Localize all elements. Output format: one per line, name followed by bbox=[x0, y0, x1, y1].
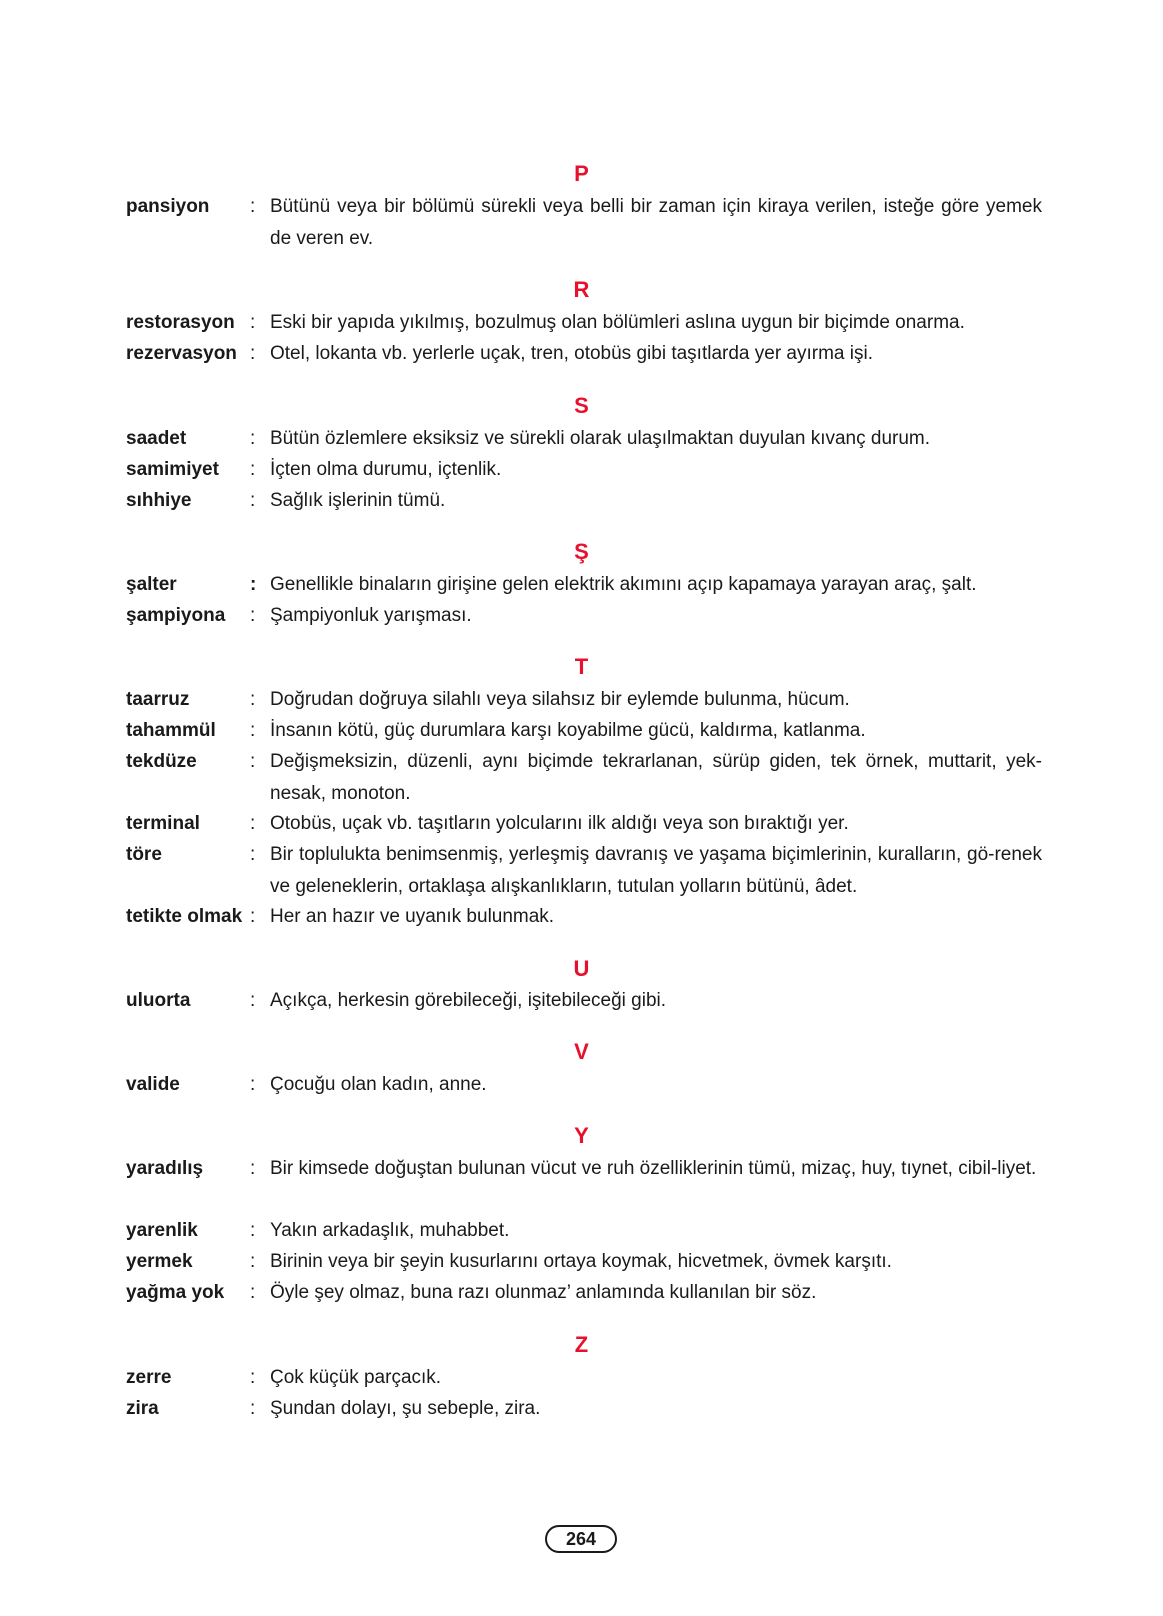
entry-term: sıhhiye bbox=[126, 490, 192, 511]
entry-definition: Şundan dolayı, şu sebeple, zira. bbox=[270, 1398, 541, 1419]
entry-definition: Açıkça, herkesin görebileceği, işitebileceği gibi. bbox=[270, 990, 667, 1011]
entry-definition: Bütün özlemlere eksiksiz ve sürekli olarak ulaşılmaktan duyulan kıvanç durum. bbox=[270, 428, 931, 449]
entry-term: pansiyon bbox=[126, 196, 210, 217]
entry-term: şalter bbox=[126, 574, 177, 595]
entry-term: töre bbox=[126, 844, 162, 865]
entry-definition: Otel, lokanta vb. yerlerle uçak, tren, otobüs gibi taşıtlarda yer ayırma işi. bbox=[270, 343, 873, 364]
entry-term: restorasyon bbox=[126, 312, 235, 333]
entry-term: yağma yok bbox=[126, 1282, 225, 1303]
entry-definition: Doğrudan doğruya silahlı veya silahsız bir eylemde bulunma, hücum. bbox=[270, 689, 850, 710]
entry-separator: : bbox=[250, 844, 256, 865]
entry-definition: Bütünü veya bir bölümü sürekli veya belli bir zaman için kiraya verilen, isteğe göre yemek de veren ev. bbox=[270, 196, 1042, 249]
entry-definition: Bir toplulukta benimsenmiş, yerleşmiş davranış ve yaşama biçimlerinin, kuralların, gö-renek ve geleneklerin, ortaklaşa alışkanlıkların, tutulan yolların bütünü, âdet. bbox=[270, 844, 1042, 897]
entry-term: zira bbox=[126, 1398, 159, 1419]
section-letter-t: T bbox=[574, 654, 589, 679]
entry-term: terminal bbox=[126, 813, 200, 834]
entry-definition: Çocuğu olan kadın, anne. bbox=[270, 1074, 487, 1095]
entry-term: yaradılış bbox=[126, 1158, 204, 1179]
section-letter-r: R bbox=[573, 277, 590, 302]
entry-separator: : bbox=[250, 574, 257, 595]
entry-definition: Genellikle binaların girişine gelen elektrik akımını açıp kapamaya yarayan araç, şalt. bbox=[270, 574, 977, 595]
entry-separator: : bbox=[250, 813, 256, 834]
entry-term: şampiyona bbox=[126, 605, 226, 626]
entry-term: tahammül bbox=[126, 720, 216, 741]
entry-separator: : bbox=[250, 490, 256, 511]
entry-separator: : bbox=[250, 459, 256, 480]
entry-term: zerre bbox=[126, 1367, 172, 1388]
entry-separator: : bbox=[250, 312, 256, 333]
entry-definition: Öyle şey olmaz, buna razı olunmaz’ anlamında kullanılan bir söz. bbox=[270, 1282, 817, 1303]
entry-separator: : bbox=[250, 990, 256, 1011]
entry-separator: : bbox=[250, 1074, 256, 1095]
section-letter-u: U bbox=[573, 956, 590, 981]
entry-term: saadet bbox=[126, 428, 187, 449]
entry-term: valide bbox=[126, 1074, 180, 1095]
entry-term: uluorta bbox=[126, 990, 191, 1011]
entry-separator: : bbox=[250, 196, 256, 217]
section-letter-y: Y bbox=[574, 1123, 589, 1148]
entry-term: tekdüze bbox=[126, 751, 197, 772]
entry-definition: Eski bir yapıda yıkılmış, bozulmuş olan bölümleri aslına uygun bir biçimde onarma. bbox=[270, 312, 965, 333]
entry-separator: : bbox=[250, 720, 256, 741]
entry-definition: Değişmeksizin, düzenli, aynı biçimde tekrarlanan, sürüp giden, tek örnek, muttarit, yek-nesak, monoton. bbox=[270, 751, 1042, 804]
section-letter-v: V bbox=[574, 1039, 589, 1064]
entry-definition: İçten olma durumu, içtenlik. bbox=[270, 459, 502, 480]
entry-definition: İnsanın kötü, güç durumlara karşı koyabilme gücü, kaldırma, katlanma. bbox=[270, 720, 866, 741]
entry-separator: : bbox=[250, 428, 256, 449]
entry-separator: : bbox=[250, 751, 256, 772]
section-letter-sh: Ş bbox=[574, 539, 589, 564]
entry-separator: : bbox=[250, 689, 256, 710]
entry-term: rezervasyon bbox=[126, 343, 237, 364]
entry-definition: Otobüs, uçak vb. taşıtların yolcularını ilk aldığı veya son bıraktığı yer. bbox=[270, 813, 849, 834]
section-letter-s: S bbox=[574, 393, 589, 418]
entry-separator: : bbox=[250, 1282, 256, 1303]
entry-separator: : bbox=[250, 343, 256, 364]
entry-separator: : bbox=[250, 1220, 256, 1241]
section-letter-z: Z bbox=[574, 1332, 589, 1357]
entry-definition: Sağlık işlerinin tümü. bbox=[270, 490, 446, 511]
section-letter-p: P bbox=[574, 161, 589, 186]
entry-definition: Çok küçük parçacık. bbox=[270, 1367, 442, 1388]
entry-definition: Şampiyonluk yarışması. bbox=[270, 605, 472, 626]
page-number: 264 bbox=[545, 1525, 617, 1553]
entry-separator: : bbox=[250, 1158, 256, 1179]
entry-term: samimiyet bbox=[126, 459, 219, 480]
entry-term: taarruz bbox=[126, 689, 190, 710]
entry-term: yarenlik bbox=[126, 1220, 198, 1241]
entry-definition: Birinin veya bir şeyin kusurlarını ortaya koymak, hicvetmek, övmek karşıtı. bbox=[270, 1251, 892, 1272]
entry-separator: : bbox=[250, 906, 256, 927]
entry-term: yermek bbox=[126, 1251, 193, 1272]
entry-separator: : bbox=[250, 605, 256, 626]
entry-separator: : bbox=[250, 1251, 256, 1272]
entry-term: tetikte olmak bbox=[126, 906, 243, 927]
entry-separator: : bbox=[250, 1367, 256, 1388]
entry-definition: Yakın arkadaşlık, muhabbet. bbox=[270, 1220, 510, 1241]
entry-definition: Bir kimsede doğuştan bulunan vücut ve ruh özelliklerinin tümü, mizaç, huy, tıynet, cibil-liyet. bbox=[270, 1158, 1037, 1179]
entry-separator: : bbox=[250, 1398, 256, 1419]
entry-definition: Her an hazır ve uyanık bulunmak. bbox=[270, 906, 555, 927]
